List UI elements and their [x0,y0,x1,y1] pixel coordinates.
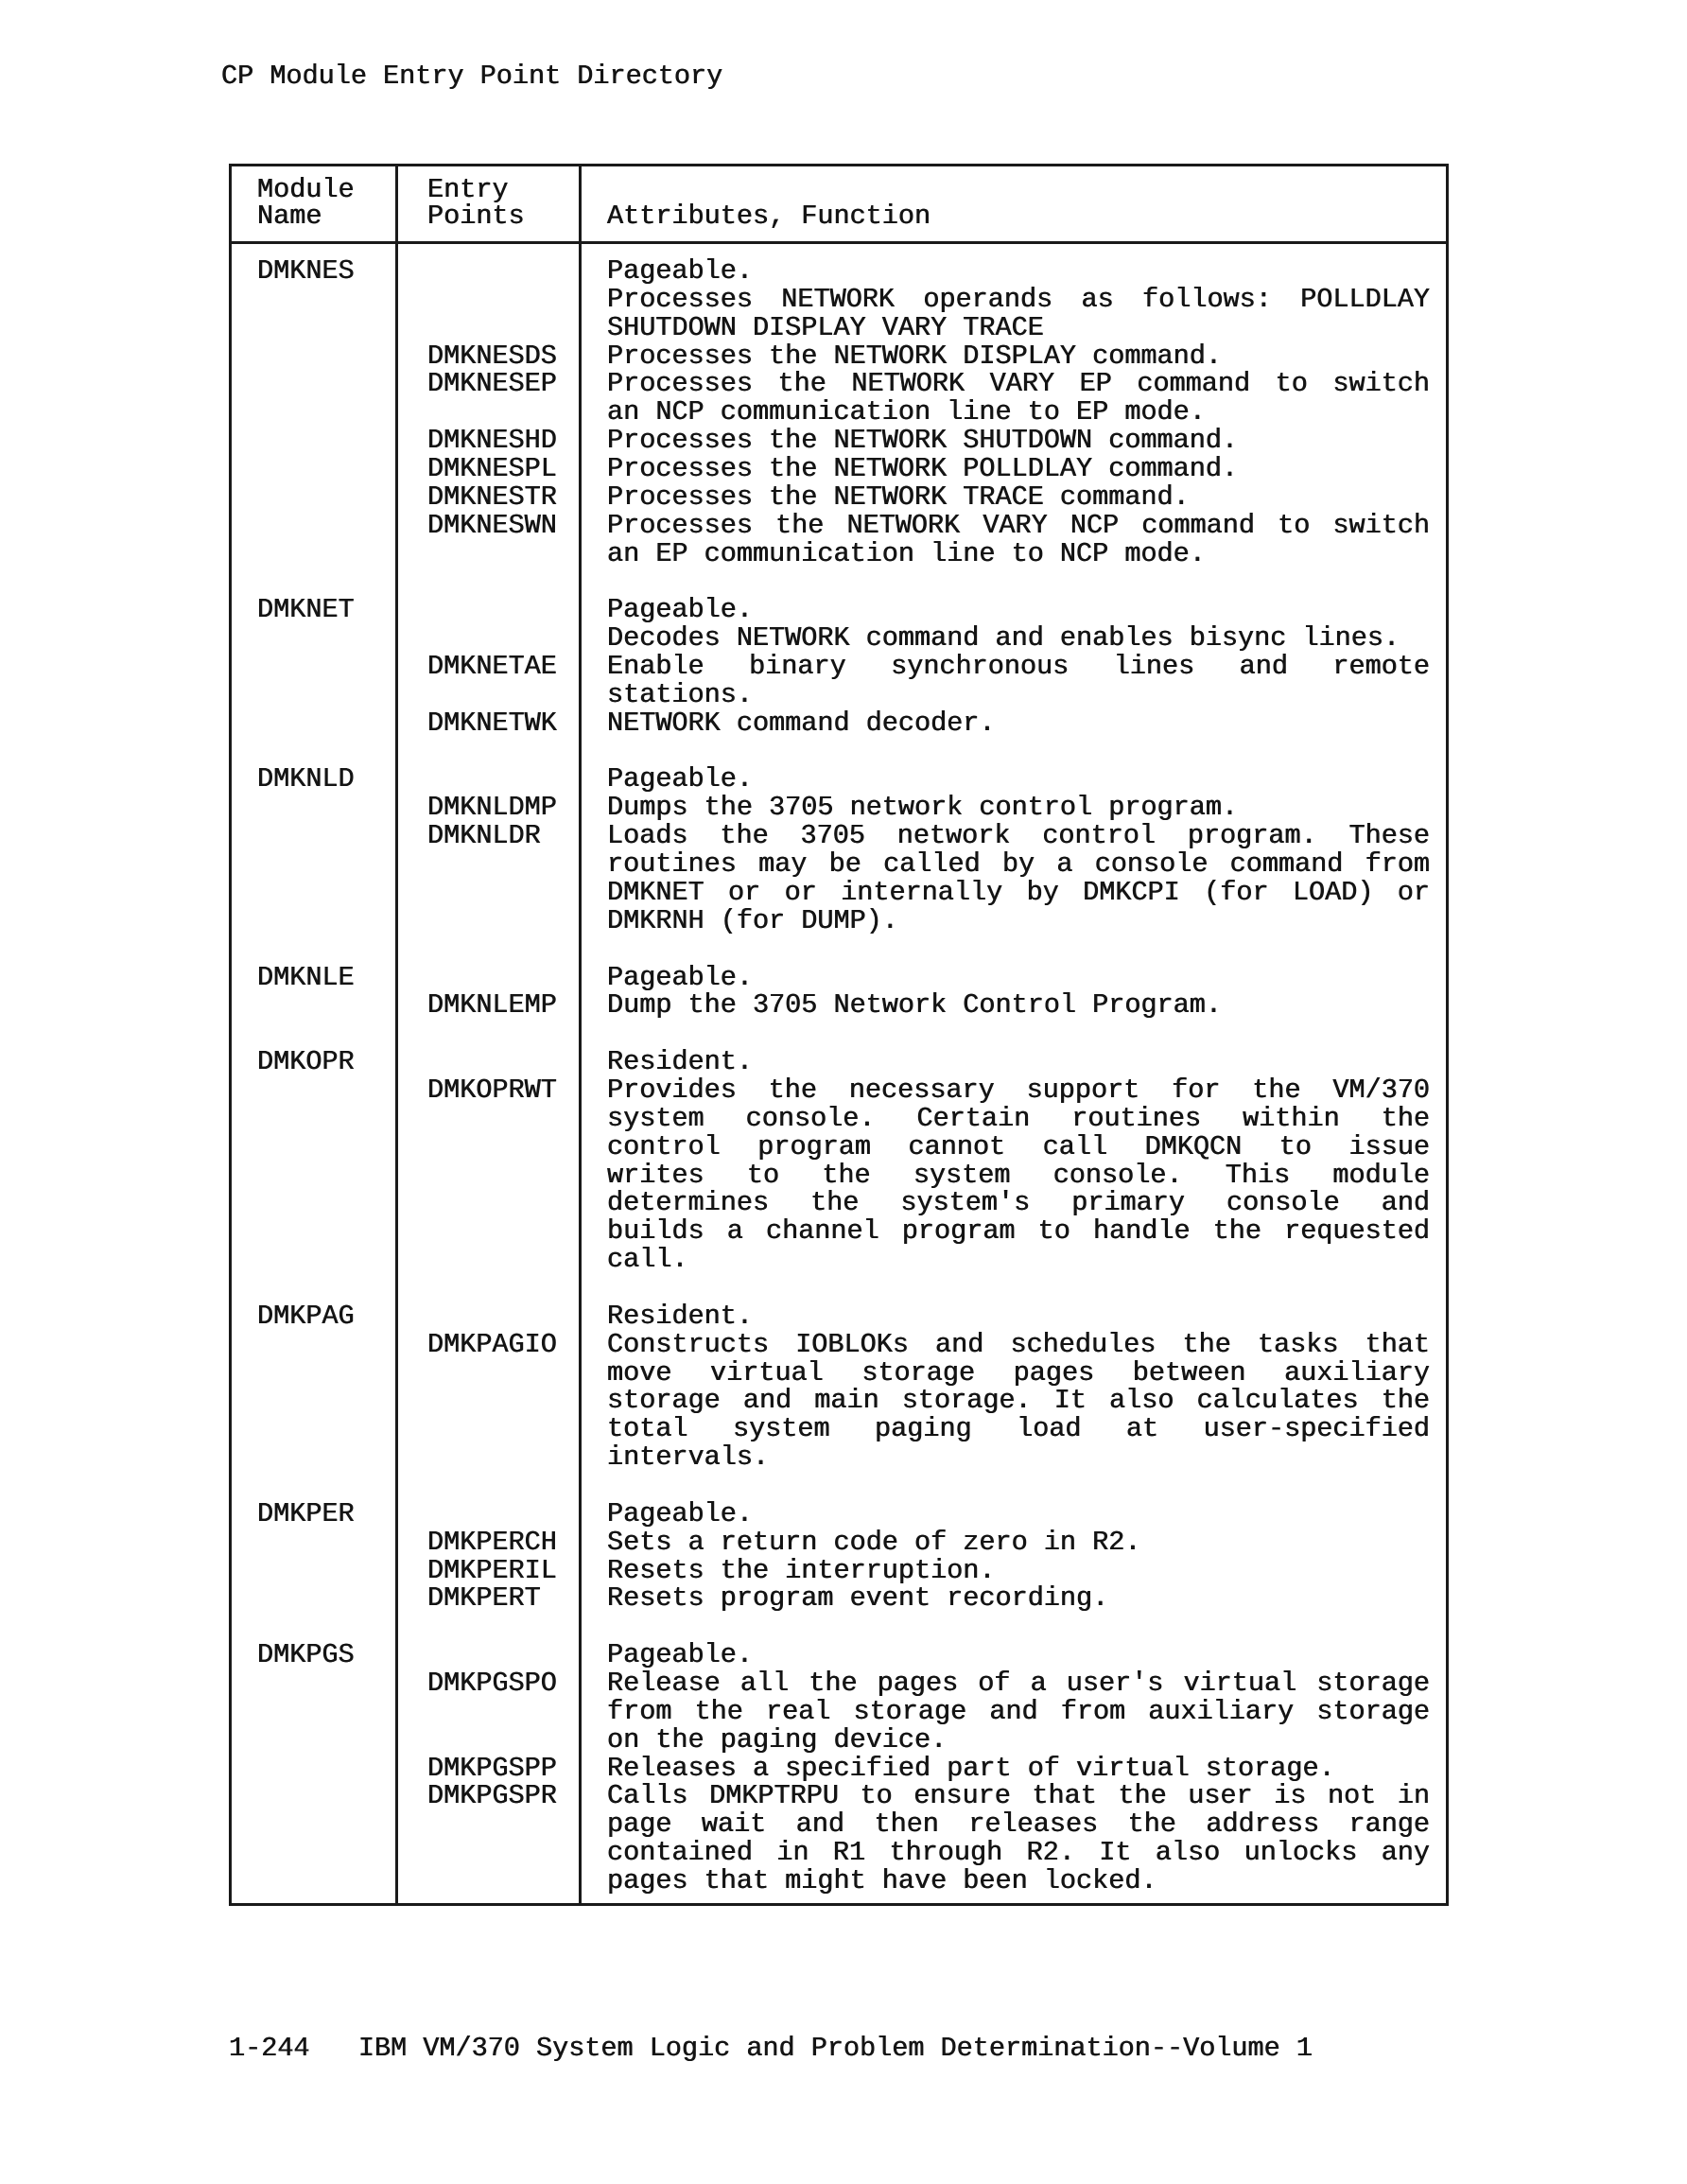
page-title: CP Module Entry Point Directory [221,61,723,92]
function-text: SHUTDOWN DISPLAY VARY TRACE [607,311,1044,343]
function-text: Dump the 3705 Network Control Program. [607,989,1222,1022]
function-text: writes to the system console. This module [607,1159,1430,1191]
function-text: Processes NETWORK operands as follows: POLLDLAY [607,283,1430,315]
function-text: Processes the NETWORK VARY EP command to switch [607,368,1430,400]
function-text: Enable binary synchronous lines and remote [607,651,1430,683]
function-text: total system paging load at user-specified [607,1413,1430,1445]
function-text: Processes the NETWORK VARY NCP command to switch [607,509,1430,541]
function-text: system console. Certain routines within the [607,1102,1430,1134]
function-text: routines may be called by a console command from [607,848,1430,881]
entry-point: DMKNLDR [427,820,541,852]
header-module-line1: Module [257,174,355,205]
function-text: Pageable. [607,961,753,993]
function-text: Pageable. [607,255,753,287]
entry-point: DMKNLEMP [427,989,557,1022]
module-name: DMKNLD [257,763,355,795]
entry-point: DMKPGSPR [427,1780,557,1812]
footer-spacer [310,2033,358,2064]
entry-point: DMKNESWN [427,509,557,541]
column-divider-module-entry [395,164,398,1906]
module-name: DMKNLE [257,961,355,993]
function-text: Release all the pages of a user's virtual storage [607,1668,1430,1699]
function-text: Resident. [607,1046,753,1078]
entry-point: DMKNESPL [427,453,557,485]
function-text: Processes the NETWORK TRACE command. [607,480,1190,513]
function-text: control program cannot call DMKQCN to issue [607,1130,1430,1162]
function-text: from the real storage and from auxiliary storage [607,1695,1430,1727]
function-text: Calls DMKPTRPU to ensure that the user is not in [607,1780,1430,1812]
entry-point: DMKNETWK [427,707,557,739]
function-text: Pageable. [607,763,753,795]
function-text: Provides the necessary support for the VM/370 [607,1074,1430,1106]
function-text: DMKNET or or internally by DMKCPI (for LOAD) or [607,876,1430,908]
module-name: DMKNET [257,594,355,626]
function-text: page wait and then releases the address range [607,1808,1430,1841]
module-name: DMKNES [257,255,355,287]
page-number: 1-244 [229,2033,310,2064]
function-text: builds a channel program to handle the requested [607,1215,1430,1248]
function-text: Resident. [607,1300,753,1332]
function-text: Loads the 3705 network control program. These [607,820,1430,852]
function-text: on the paging device. [607,1723,948,1756]
entry-point: DMKOPRWT [427,1074,557,1106]
entry-point: DMKNETAE [427,651,557,683]
function-text: Pageable. [607,1497,753,1529]
column-divider-entry-attributes [579,164,582,1906]
function-text: stations. [607,678,753,710]
function-text: an EP communication line to NCP mode. [607,537,1206,569]
entry-point: DMKPGSPO [427,1668,557,1699]
module-name: DMKPGS [257,1639,355,1671]
entry-point: DMKNLDMP [427,792,557,824]
header-module-line2: Name [257,201,322,232]
entry-point: DMKNESHD [427,425,557,457]
function-text: intervals. [607,1441,770,1474]
function-text: Releases a specified part of virtual storage. [607,1752,1335,1784]
entry-point: DMKPERIL [427,1554,557,1586]
function-text: an NCP communication line to EP mode. [607,396,1206,428]
page-footer [229,2033,1313,2065]
function-text: Processes the NETWORK SHUTDOWN command. [607,425,1239,457]
header-entry-line2: Points [427,201,525,232]
function-text: NETWORK command decoder. [607,707,996,739]
entry-point: DMKNESTR [427,480,557,513]
book-title: IBM VM/370 System Logic and Problem Determination--Volume 1 [357,2033,1313,2064]
function-text: Sets a return code of zero in R2. [607,1526,1141,1558]
function-text: Decodes NETWORK command and enables bisync lines. [607,622,1400,655]
function-text: DMKRNH (for DUMP). [607,904,898,936]
header-separator [229,241,1449,244]
function-text: Processes the NETWORK POLLDLAY command. [607,453,1239,485]
function-text: move virtual storage pages between auxiliary [607,1356,1430,1389]
entry-point: DMKNESEP [427,368,557,400]
function-text: storage and main storage. It also calculates the [607,1385,1430,1417]
function-text: pages that might have been locked. [607,1865,1157,1897]
entry-point: DMKPAGIO [427,1328,557,1360]
entry-point: DMKPERT [427,1582,541,1615]
header-attributes: Attributes, Function [607,201,931,232]
function-text: Processes the NETWORK DISPLAY command. [607,340,1222,372]
function-text: Resets program event recording. [607,1582,1109,1615]
function-text: Pageable. [607,1639,753,1671]
function-text: Pageable. [607,594,753,626]
function-text: Constructs IOBLOKs and schedules the tasks that [607,1328,1430,1360]
module-name: DMKOPR [257,1046,355,1078]
entry-point: DMKPERCH [427,1526,557,1558]
module-name: DMKPAG [257,1300,355,1332]
function-text: determines the system's primary console and [607,1187,1430,1219]
function-text: Dumps the 3705 network control program. [607,792,1239,824]
entry-point: DMKPGSPP [427,1752,557,1784]
entry-point: DMKNESDS [427,340,557,372]
module-name: DMKPER [257,1497,355,1529]
function-text: Resets the interruption. [607,1554,996,1586]
function-text: contained in R1 through R2. It also unlocks any [607,1837,1430,1869]
function-text: call. [607,1244,688,1276]
header-entry-line1: Entry [427,174,509,205]
